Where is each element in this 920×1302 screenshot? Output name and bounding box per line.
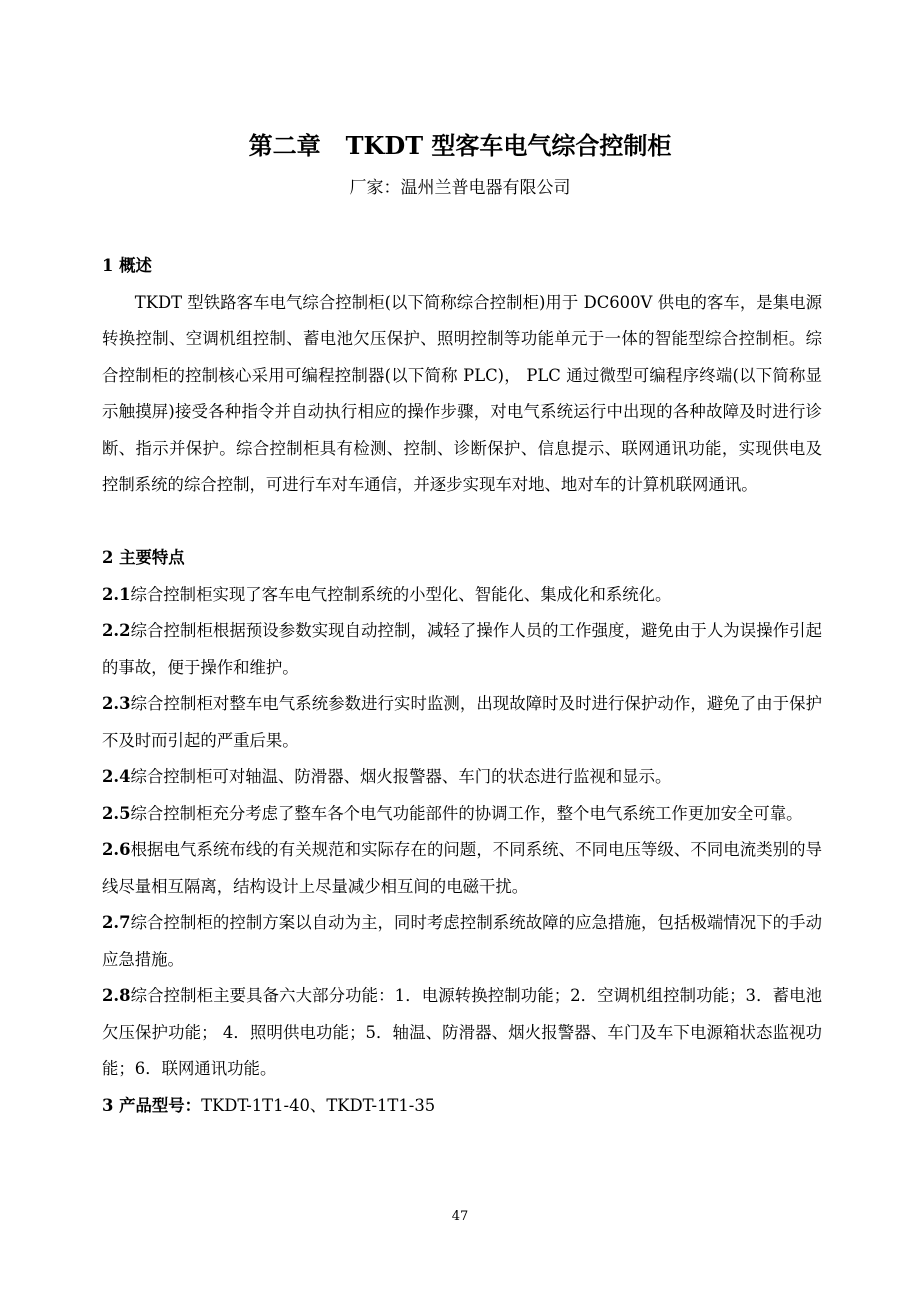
feature-item-2-6 — [102, 832, 822, 905]
product-model-label: 3 产品型号： — [102, 1095, 202, 1115]
feature-text: 综合控制柜根据预设参数实现自动控制，减轻了操作人员的工作强度，避免由于人为误操作引起的事故，便于操作和维护。 — [102, 621, 822, 677]
section-1-heading: 1 概述 — [102, 256, 152, 275]
feature-number: 2.8 — [102, 986, 131, 1005]
feature-text: 综合控制柜可对轴温、防滑器、烟火报警器、车门的状态进行监视和显示。 — [130, 767, 672, 786]
feature-text: 综合控制柜充分考虑了整车各个电气功能部件的协调工作，整个电气系统工作更加安全可靠。 — [130, 803, 803, 823]
section-1-paragraph: TKDT 型铁路客车电气综合控制柜(以下简称综合控制柜)用于 DC600V 供电的客车，是集电源转换控制、空调机组控制、蓄电池欠压保护、照明控制等功能单元于一体的智能型综合控制柜。综合控制柜的控制核心采用可编程控制器(以下简称 PLC)， PLC 通过微型可编程序终端(以下简称显示触摸屏)接受各种指令并自动执行相应的操作步骤，对电气系统运行中出现的各种故障及时进行诊断、指示并保护。综合控制柜具有检测、控制、诊断保护、信息提示、联网通讯功能，实现供电及控制系统的综合控制，可进行车对车通信，并逐步实现车对地、地对车的计算机联网通讯。 — [102, 292, 822, 494]
feature-text: 综合控制柜主要具备六大部分功能：1．电源转换控制功能；2．空调机组控制功能；3．蓄电池欠压保护功能； 4．照明供电功能；5．轴温、防滑器、烟火报警器、车门及车下电源箱状态监视功能；6．联网通讯功能。 — [102, 986, 822, 1078]
feature-number: 2.1 — [102, 584, 131, 604]
feature-number: 2.2 — [102, 621, 131, 640]
manufacturer-line: 厂家：温州兰普电器有限公司 — [349, 178, 571, 198]
feature-number: 2.5 — [102, 803, 131, 823]
chapter-title: 第二章 TKDT 型客车电气综合控制柜 — [248, 131, 672, 160]
feature-text: 根据电气系统布线的有关规范和实际存在的问题，不同系统、不同电压等级、不同电流类别的导线尽量相互隔离，结构设计上尽量减少相互间的电磁干扰。 — [102, 840, 822, 896]
page-number: 47 — [451, 1209, 469, 1224]
product-model-value: TKDT-1T1-40、TKDT-1T1-35 — [201, 1095, 436, 1115]
feature-item-2-8 — [102, 978, 822, 1088]
feature-number: 2.3 — [102, 694, 131, 713]
feature-item-2-4 — [102, 759, 822, 796]
feature-text: 综合控制柜实现了客车电气控制系统的小型化、智能化、集成化和系统化。 — [130, 584, 672, 604]
feature-item-2-2 — [102, 613, 822, 686]
feature-item-2-3 — [102, 686, 822, 759]
feature-item-2-5 — [102, 796, 822, 833]
feature-item-2-7 — [102, 905, 822, 978]
feature-item-2-1 — [102, 577, 822, 614]
feature-number: 2.6 — [102, 840, 131, 859]
feature-number: 2.7 — [102, 913, 131, 932]
feature-text: 综合控制柜对整车电气系统参数进行实时监测，出现故障时及时进行保护动作，避免了由于保护不及时而引起的严重后果。 — [102, 694, 822, 750]
feature-text: 综合控制柜的控制方案以自动为主，同时考虑控制系统故障的应急措施，包括极端情况下的手动应急措施。 — [102, 913, 822, 969]
section-3-product-model — [102, 1088, 822, 1125]
section-2-heading: 2 主要特点 — [102, 548, 185, 567]
feature-number: 2.4 — [102, 767, 131, 786]
document-body — [102, 248, 822, 1124]
section-gap — [102, 504, 822, 541]
